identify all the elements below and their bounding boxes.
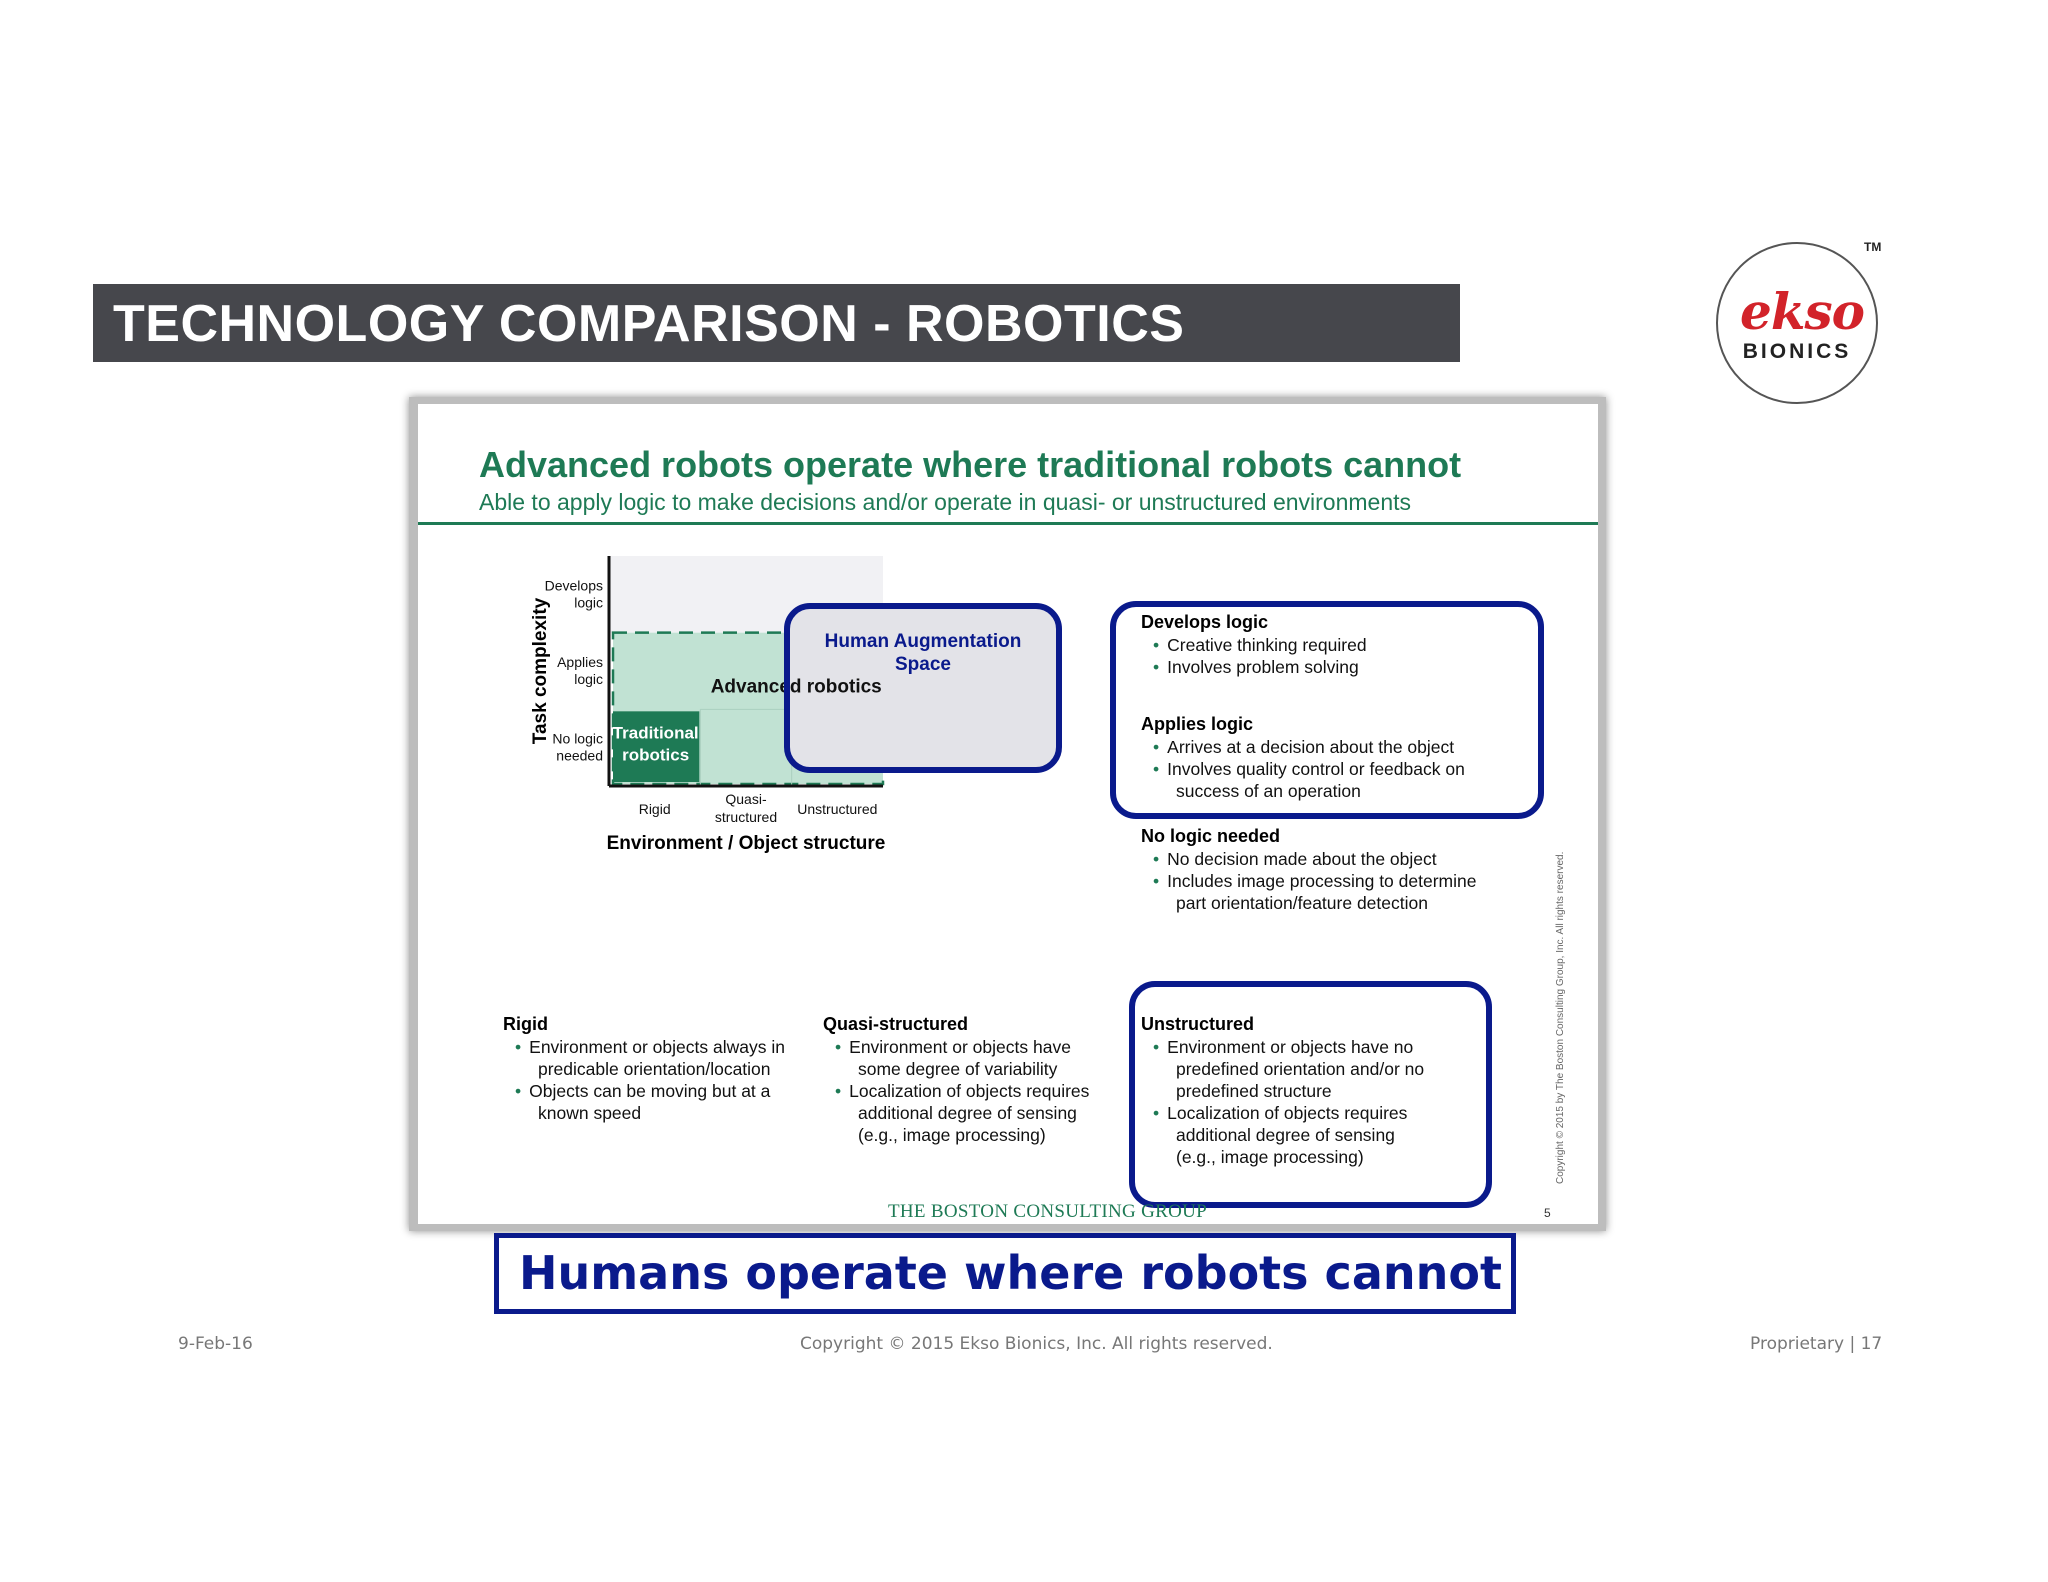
bullet-text: success of an operation [1176,781,1361,801]
description-bullet [858,1102,1077,1124]
ekso-bionics-logo [1716,240,1884,404]
description-heading: No logic needed [1141,826,1281,846]
description-bullet [1153,1102,1407,1124]
bullet-text: Environment or objects always in [529,1037,785,1057]
description-heading: Develops logic [1141,612,1269,632]
bullet-dot: • [1153,1103,1160,1123]
key-message-banner [494,1233,1516,1314]
description-heading: Unstructured [1141,1014,1255,1034]
bullet-text: No decision made about the object [1167,849,1437,869]
bullet-text: additional degree of sensing [1176,1125,1395,1145]
bullet-dot: • [515,1081,522,1101]
x-tick-label: structured [714,809,778,825]
bullet-text: Involves problem solving [1167,657,1359,677]
description-bullet [538,1058,771,1080]
description-bullet [835,1036,1071,1058]
y-tick-label: logic [574,671,603,687]
bullet-dot: • [1153,849,1160,869]
bullet-text: predefined orientation and/or no [1176,1059,1425,1079]
bullet-text: Creative thinking required [1167,635,1367,655]
title-bar [93,284,1460,362]
bullet-dot: • [1153,737,1160,757]
logo-wordmark: ekso [1740,282,1864,341]
y-tick-label: Develops [544,577,603,594]
traditional-robotics-label: robotics [622,745,690,765]
embedded-slide-frame [409,397,1606,1231]
footer-date: 9-Feb-16 [178,1334,253,1354]
bullet-text: Arrives at a decision about the object [1167,737,1455,757]
footer-copyright: Copyright © 2015 Ekso Bionics, Inc. All rights reserved. [800,1334,1273,1354]
description-bullet [858,1058,1057,1080]
description-bullet [1176,1058,1424,1080]
bullet-text: part orientation/feature detection [1176,893,1428,913]
y-tick-label: Applies [557,654,603,670]
description-bullet [1153,870,1476,892]
bullet-text: Localization of objects requires [1167,1103,1408,1123]
footer-proprietary: Proprietary | 17 [1750,1334,1883,1354]
bullet-text: Involves quality control or feedback on [1167,759,1465,779]
bullet-text: (e.g., image processing) [858,1125,1046,1145]
description-heading: Quasi-structured [823,1014,969,1034]
human-augmentation-label: Human Augmentation [824,631,1022,652]
bullet-text: some degree of variability [858,1059,1058,1079]
description-bullet [515,1036,785,1058]
x-tick-label: Unstructured [797,801,878,817]
bullet-dot: • [1153,1037,1160,1057]
y-tick-label: logic [574,594,603,611]
vertical-copyright: Copyright © 2015 by The Boston Consulting Group, Inc. All rights reserved. [1555,851,1566,1184]
human-augmentation-highlight [784,603,1062,773]
advanced-robotics-label: Advanced robotics [710,676,882,698]
bullet-text: Environment or objects have [849,1037,1071,1057]
bcg-footer-logo: THE BOSTON CONSULTING GROUP [888,1201,1207,1222]
bullet-text: Includes image processing to determine [1167,871,1477,891]
description-bullet [1176,1124,1395,1146]
logo-subtitle: BIONICS [1742,340,1852,363]
y-tick-label: No logic [552,730,603,747]
bullet-dot: • [1153,635,1160,655]
description-bullet [1176,892,1428,914]
bullet-text: Localization of objects requires [849,1081,1090,1101]
description-bullet [1153,656,1359,678]
bullet-dot: • [515,1037,522,1057]
description-bullet [858,1124,1046,1146]
description-bullet [1153,848,1437,870]
x-axis-title: Environment / Object structure [606,833,886,854]
bullet-dot: • [835,1081,842,1101]
bullet-dot: • [835,1037,842,1057]
description-bullet [1176,1080,1332,1102]
bullet-text: Environment or objects have no [1167,1037,1414,1057]
bullet-text: additional degree of sensing [858,1103,1077,1123]
description-heading: Rigid [503,1014,548,1034]
description-bullet [538,1102,641,1124]
y-tick-label: needed [556,747,603,764]
bullet-text: Objects can be moving but at a [529,1081,771,1101]
bullet-dot: • [1153,871,1160,891]
bullet-text: predefined structure [1176,1081,1332,1101]
y-axis-title: Task complexity [530,597,551,745]
bullet-dot: • [1153,657,1160,677]
description-bullet [515,1080,770,1102]
bullet-text: known speed [538,1103,642,1123]
description-bullet [1153,1036,1413,1058]
description-bullet [1176,1146,1364,1168]
x-tick-label: Quasi- [725,791,767,807]
description-bullet [1176,780,1361,802]
slide-page-number: 5 [1544,1206,1551,1220]
description-bullet [1153,634,1367,656]
x-tick-label: Rigid [638,801,671,817]
embedded-slide [418,404,1598,1224]
description-bullet [1153,736,1454,758]
slide-subheading: Able to apply logic to make decisions and/or operate in quasi- or unstructured environments [479,489,1412,515]
description-bullet [1153,758,1465,780]
page-title: TECHNOLOGY COMPARISON - ROBOTICS [113,295,1185,353]
bullet-text: (e.g., image processing) [1176,1147,1364,1167]
slide-heading: Advanced robots operate where traditional robots cannot [479,444,1462,485]
traditional-robotics-label: Traditional [612,723,699,743]
human-augmentation-label: Space [895,654,951,675]
description-heading: Applies logic [1141,714,1254,734]
bullet-text: predicable orientation/location [538,1059,771,1079]
key-message-text: Humans operate where robots cannot [519,1246,1502,1300]
bullet-dot: • [1153,759,1160,779]
description-bullet [835,1080,1089,1102]
logo-trademark: TM [1864,240,1882,254]
